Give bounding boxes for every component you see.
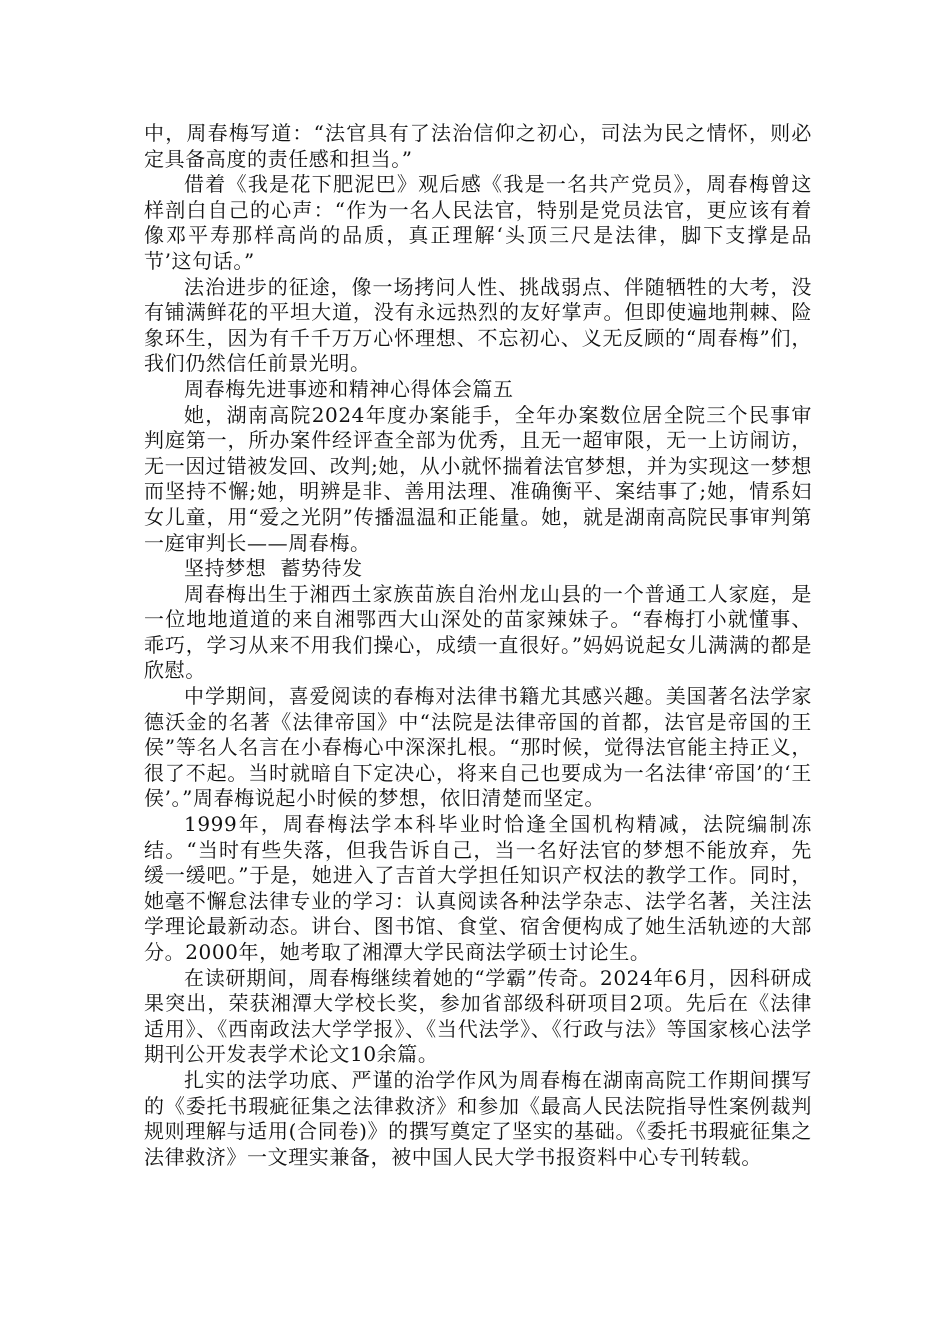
paragraph: 借着《我是花下肥泥巴》观后感《我是一名共产党员》，周春梅曾这样剖白自己的心声：“作为一名人民法官，特别是党员法官，更应该有着像邓平寿那样高尚的品质，真正理解‘头顶三尺是法律，脚下支撑是品节’这句话。” (144, 172, 812, 273)
paragraph: 法治进步的征途，像一场拷问人性、挑战弱点、伴随牺牲的大考，没有铺满鲜花的平坦大道，没有永远热烈的友好掌声。但即使遍地荆棘、险象环生，因为有千千万万心怀理想、不忘初心、义无反顾的“周春梅”们，我们仍然信任前景光明。 (144, 274, 812, 376)
document-body (144, 121, 812, 1170)
paragraph: 扎实的法学功底、严谨的治学作风为周春梅在湖南高院工作期间撰写的《委托书瑕疵征集之法律救济》和参加《最高人民法院指导性案例裁判规则理解与适用(合同卷)》的撰写奠定了坚实的基础。《委托书瑕疵征集之法律救济》一文理实兼备，被中国人民大学书报资料中心专刊转载。 (144, 1067, 812, 1169)
paragraph: 周春梅出生于湘西土家族苗族自治州龙山县的一个普通工人家庭，是一位地地道道的来自湘鄂西大山深处的苗家辣妹子。“春梅打小就懂事、乖巧，学习从来不用我们操心，成绩一直很好。”妈妈说起女儿满满的都是欣慰。 (144, 581, 812, 683)
paragraph: 在读研期间，周春梅继续着她的“学霸”传奇。2024年6月，因科研成果突出，荣获湘潭大学校长奖，参加省部级科研项目2项。先后在《法律适用》、《西南政法大学学报》、《当代法学》、《行政与法》等国家核心法学期刊公开发表学术论文10余篇。 (144, 965, 812, 1067)
paragraph: 中学期间，喜爱阅读的春梅对法律书籍尤其感兴趣。美国著名法学家德沃金的名著《法律帝国》中“法院是法律帝国的首都，法官是帝国的王侯”等名人名言在小春梅心中深深扎根。“那时候，觉得法官能主持正义，很了不起。当时就暗自下定决心，将来自己也要成为一名法律‘帝国’的‘王侯’。”周春梅说起小时候的梦想，依旧清楚而坚定。 (144, 684, 812, 811)
paragraph: 1999年，周春梅法学本科毕业时恰逢全国机构精减，法院编制冻结。“当时有些失落，但我告诉自己，当一名好法官的梦想不能放弃，先缓一缓吧。”于是，她进入了吉首大学担任知识产权法的教学工作。同时，她毫不懈怠法律专业的学习：认真阅读各种法学杂志、法学名著，关注法学理论最新动态。讲台、图书馆、食堂、宿舍便构成了她生活轨迹的大部分。2000年，她考取了湘潭大学民商法学硕士讨论生。 (144, 812, 812, 964)
paragraph: 她，湖南高院2024年度办案能手，全年办案数位居全院三个民事审判庭第一，所办案件经评查全部为优秀，且无一超审限，无一上访闹访，无一因过错被发回、改判;她，从小就怀揣着法官梦想，并为实现这一梦想而坚持不懈;她，明辨是非、善用法理、准确衡平、案结事了;她，情系妇女儿童，用“爱之光阴”传播温温和正能量。她，就是湖南高院民事审判第一庭审判长——周春梅。 (144, 402, 812, 555)
paragraph: 中，周春梅写道：“法官具有了法治信仰之初心，司法为民之情怀，则必定具备高度的责任感和担当。” (144, 121, 812, 171)
section-heading: 周春梅先进事迹和精神心得体会篇五 (184, 376, 514, 401)
subsection-heading: 坚持梦想 蓄势待发 (184, 556, 363, 581)
